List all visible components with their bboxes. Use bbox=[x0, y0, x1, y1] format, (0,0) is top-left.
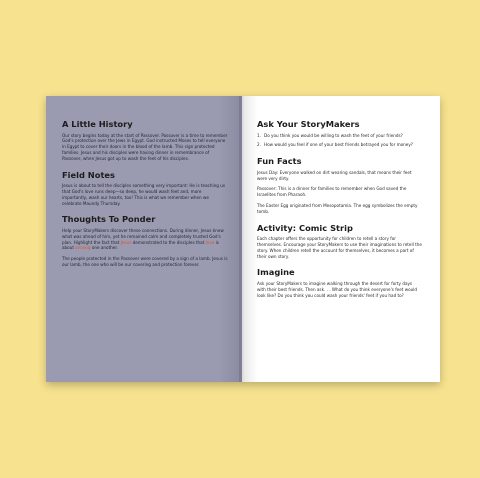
imagine-heading: Imagine bbox=[257, 267, 295, 278]
thoughts-text-start: Help your StoryMakers discover these connections. During dinner, Jesus knew what was ahead of him, yet he remained calm and completely trusted God's plan. Highlight the fact that bbox=[62, 227, 224, 245]
thoughts-paragraph-2: The people protected in the Passover were covered by a sign of a lamb. Jesus is our lamb, the one who will be our covering and protection forever. bbox=[62, 256, 228, 267]
field-notes-body: Jesus is about to tell the disciples something very important: He is teaching us that God's love runs deep—so deep, he would wash feet and, more importantly, wash our hearts, too! This is what we remember when we celebrate Maundy Thursday. bbox=[62, 183, 226, 206]
thoughts-heading: Thoughts To Ponder bbox=[62, 214, 156, 225]
ask-heading: Ask Your StoryMakers bbox=[257, 119, 360, 129]
question-item bbox=[257, 142, 422, 148]
open-booklet bbox=[46, 96, 440, 382]
right-page bbox=[242, 96, 440, 382]
question-item bbox=[257, 133, 422, 139]
highlight-serving: serving bbox=[75, 245, 91, 251]
book-spine bbox=[239, 96, 245, 382]
thoughts-text-end: one another. bbox=[90, 245, 118, 251]
activity-heading: Activity: Comic Strip bbox=[257, 222, 353, 233]
highlight-jesus: Jesus bbox=[120, 239, 132, 245]
left-page bbox=[46, 96, 242, 382]
fun-facts-heading: Fun Facts bbox=[257, 156, 302, 167]
imagine-body: Ask your StoryMakers to imagine walking through the desert for forty days with their best friends. Then ask. . . What do you think everyone's feet would look like? Do you think you could wash your friends' feet if you had to? bbox=[257, 280, 418, 298]
question-text: How would you feel if one of your best friends betrayed you for money? bbox=[264, 142, 413, 148]
field-notes-heading: Field Notes bbox=[62, 169, 115, 180]
fun-fact: Jesus Day: Everyone walked on dirt wearing sandals, that means their feet were very dirty. bbox=[257, 169, 412, 181]
history-heading: A Little History bbox=[62, 119, 133, 129]
thoughts-paragraph-1 bbox=[62, 228, 228, 251]
fun-fact: Passover: This is a dinner for families to remember when God saved the Israelites from Pharaoh. bbox=[257, 186, 407, 198]
question-text: Do you think you would be willing to wash the feet of your friends? bbox=[264, 132, 403, 138]
history-body: Our story begins today at the start of Passover. Passover is a time to remember God's protection over the Jews in Egypt. God instructed Moses to tell everyone in Egypt to cover their doors in the blood of the lamb. This sign protected families. Jesus and his disciples were having dinner in remembrance of Passover, when Jesus got up to wash the feet of his disciples. bbox=[62, 132, 228, 161]
highlight-love: love bbox=[205, 239, 215, 245]
fun-fact: The Easter Egg originated from Mesopotamia. The egg symbolizes the empty tomb. bbox=[257, 202, 418, 214]
thoughts-text-mid2: is about bbox=[62, 239, 219, 251]
question-number: 2. bbox=[257, 142, 261, 148]
thoughts-text-mid: demonstrated to the disciples that bbox=[131, 239, 206, 245]
question-number: 1. bbox=[257, 132, 261, 138]
activity-body: Each chapter offers the opportunity for children to retell a story for themselves. Encourage your StoryMakers to use their imaginations to retell the story. When children retell the account for themselves, it becomes a part of their own story. bbox=[257, 236, 422, 259]
